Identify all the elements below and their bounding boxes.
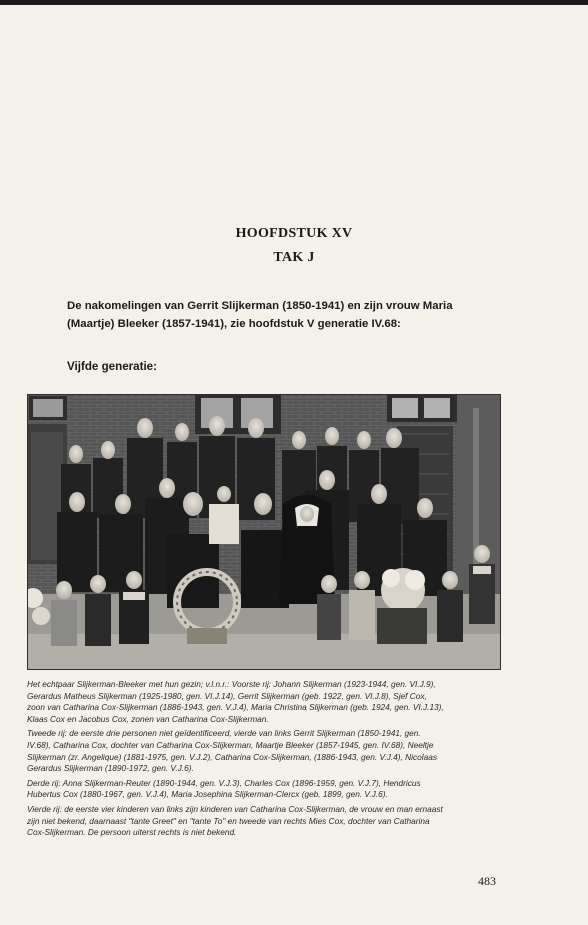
caption-line: Hubertus Cox (1880-1967, gen. V.J.4), Maria Josephina Slijkerman-Clercx (geb. 1899, gen. V.J.6). (27, 789, 388, 800)
caption-paragraph-third-row (27, 778, 503, 801)
caption-line: Gerardus Matheus Slijkerman (1925-1980, gen. VI.J.14), Gerrit Slijkerman (geb. 1922, gen. VI.J.8), Sjef Cox, (27, 690, 427, 701)
photo-caption (27, 679, 503, 842)
caption-paragraph-first-row (27, 679, 503, 725)
caption-line: Klaas Cox en Jacobus Cox, zonen van Catharina Cox-Slijkerman. (27, 713, 269, 724)
intro-paragraph (67, 297, 507, 333)
caption-line: Derde rij: Anna Slijkerman-Reuter (1890-1944, gen. V.J.3), Charles Cox (1896-1959, gen. V.J.7), Hendricus (27, 777, 421, 788)
caption-line: zoon van Catharina Cox-Slijkerman (1886-1943, gen. V.J.4), Maria Christina Slijkerman (geb. 1924, gen. VI.J.13), (27, 702, 444, 713)
caption-paragraph-second-row (27, 728, 503, 774)
caption-line: IV.68), Catharina Cox, dochter van Catharina Cox-Slijkerman, Maartje Bleeker (1857-1945, gen. IV.68), Neeltje (27, 739, 434, 750)
chapter-title: HOOFDSTUK XV (235, 226, 353, 241)
caption-line: Tweede rij: de eerste drie personen niet geïdentificeerd, vierde van links Gerrit Slijkerman (1850-1941, gen. (27, 728, 421, 739)
caption-line: Cox-Slijkerman. De persoon uiterst rechts is niet bekend. (27, 827, 237, 838)
caption-paragraph-fourth-row (27, 804, 503, 839)
chapter-subtitle: TAK J (273, 250, 315, 265)
scan-top-edge (0, 0, 588, 5)
intro-line: (Maartje) Bleeker (1857-1941), zie hoofdstuk V generatie IV.68: (67, 318, 401, 330)
page-number: 483 (478, 874, 496, 888)
family-photograph-illustration (27, 394, 501, 670)
caption-line: Het echtpaar Slijkerman-Bleeker met hun gezin; v.l.n.r.: Voorste rij: Johann Slijkerman (1923-1944, gen. VI.J.9), (27, 679, 436, 689)
caption-line: Vierde rij: de eerste vier kinderen van links zijn kinderen van Catharina Cox-Slijkerman, de vrouw en man ernaast (27, 803, 443, 814)
caption-line: zijn niet bekend, daarnaast "tante Greet" en "tante To" en tweede van rechts Mies Cox, dochter van Catharina (27, 815, 430, 826)
family-photograph (27, 394, 501, 670)
intro-line: De nakomelingen van Gerrit Slijkerman (1850-1941) en zijn vrouw Maria (67, 300, 453, 312)
caption-line: Slijkerman (zr. Angelique) (1881-1975, gen. V.J.2), Catharina Cox-Slijkerman, (1886-1943, gen. V.J.4), Nicolaas (27, 751, 437, 762)
generation-heading: Vijfde generatie: (67, 360, 157, 373)
caption-line: Gerardus Slijkerman (1890-1972, gen. V.J.6). (27, 763, 194, 774)
